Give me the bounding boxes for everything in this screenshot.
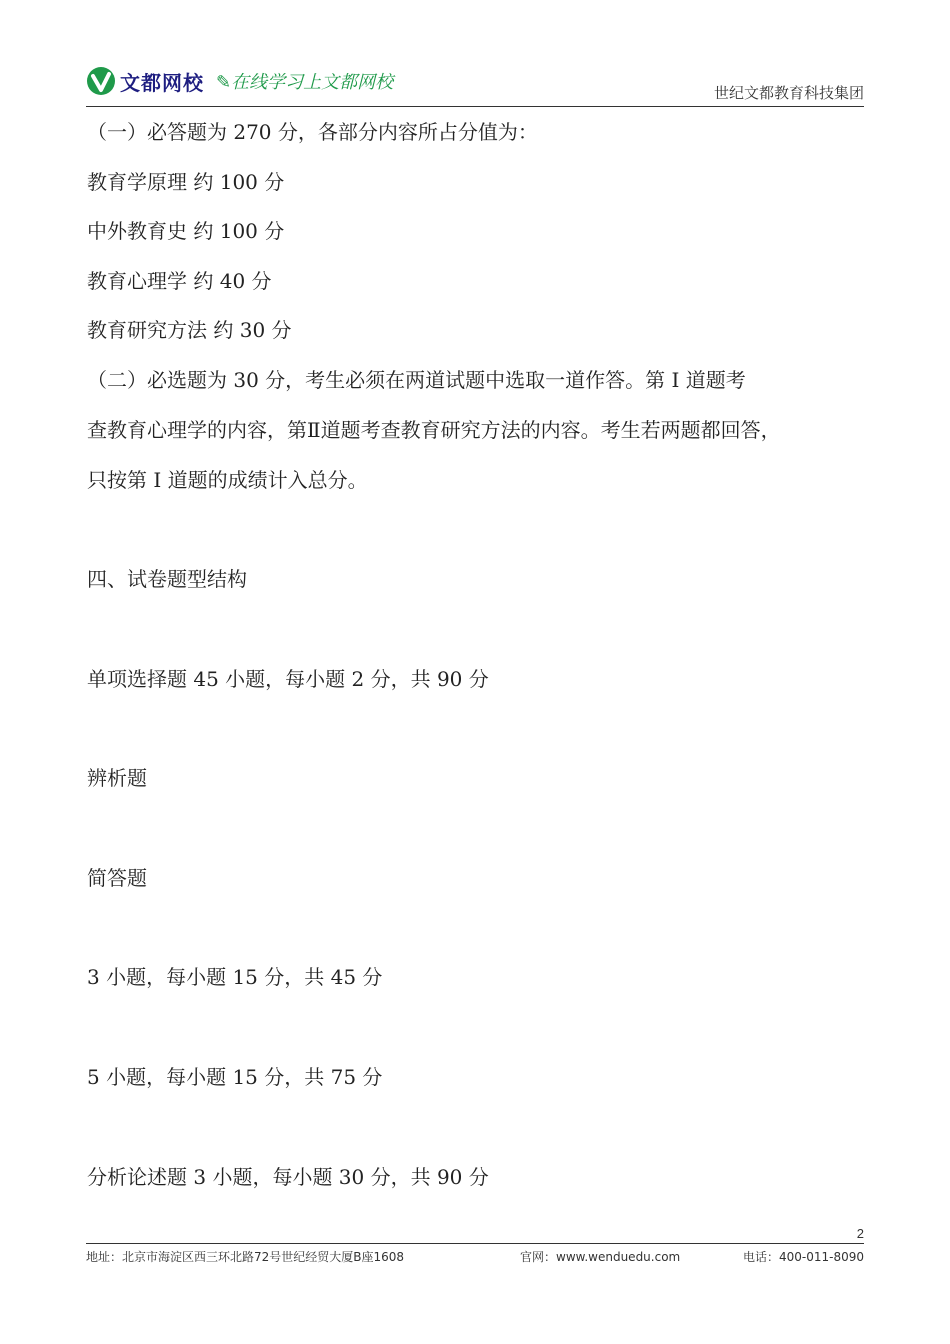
paragraph-line: （一）必答题为 270 分，各部分内容所占分值为： [87, 120, 538, 144]
footer-website: 官网：www.wenduedu.com [520, 1250, 681, 1264]
paragraph-line: 辨析题 [87, 766, 147, 790]
footer-phone: 电话：400-011-8090 [742, 1250, 864, 1264]
paragraph-line: 查教育心理学的内容，第Ⅱ道题考查教育研究方法的内容。考生若两题都回答， [87, 418, 781, 442]
paragraph-line: 教育学原理 约 100 分 [87, 170, 285, 194]
header-divider [86, 106, 864, 107]
slogan: ✎在线学习上文都网校 [216, 72, 394, 93]
section-heading: 四、试卷题型结构 [87, 567, 247, 591]
paragraph-line: 3 小题，每小题 15 分，共 45 分 [87, 965, 383, 989]
paragraph-line: 分析论述题 3 小题，每小题 30 分，共 90 分 [87, 1165, 489, 1189]
page-header [86, 62, 864, 106]
wendu-logo-icon [86, 66, 116, 96]
footer-address: 地址：北京市海淀区西三环北路72号世纪经贸大厦B座1608 [86, 1250, 405, 1264]
page-footer [86, 1248, 864, 1266]
logo-text: 文都网校 [120, 70, 204, 95]
paragraph-line: 5 小题，每小题 15 分，共 75 分 [87, 1065, 383, 1089]
company-name: 世纪文都教育科技集团 [713, 84, 864, 102]
footer-divider [86, 1243, 864, 1244]
paragraph-line: 中外教育史 约 100 分 [87, 219, 285, 243]
wendu-logo [86, 66, 204, 96]
paragraph-line: （二）必选题为 30 分，考生必须在两道试题中选取一道作答。第 Ⅰ 道题考 [87, 368, 746, 392]
paragraph-line: 简答题 [87, 866, 147, 890]
paragraph-line: 教育心理学 约 40 分 [87, 269, 272, 293]
paragraph-line: 教育研究方法 约 30 分 [87, 318, 292, 342]
paragraph-line: 单项选择题 45 小题，每小题 2 分，共 90 分 [87, 667, 489, 691]
page-number: 2 [856, 1226, 864, 1241]
paragraph-line: 只按第 Ⅰ 道题的成绩计入总分。 [87, 468, 368, 492]
